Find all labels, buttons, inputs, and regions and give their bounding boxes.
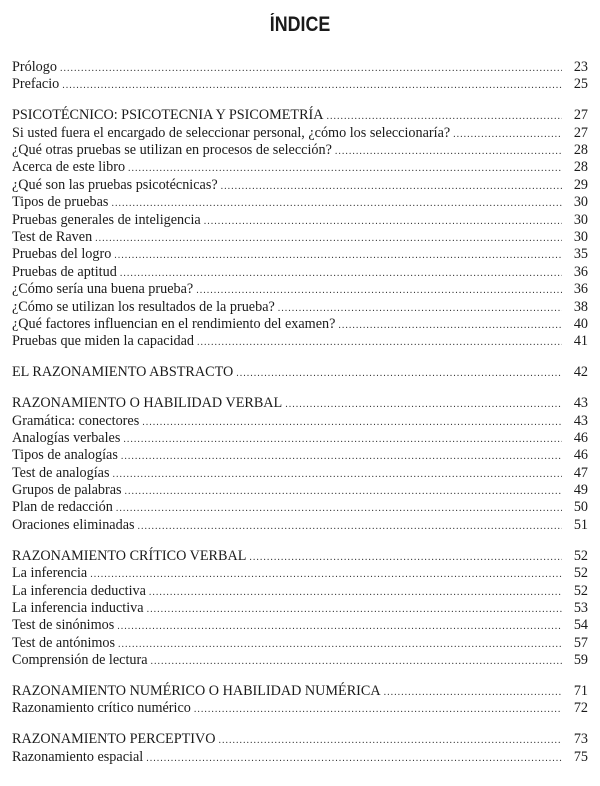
toc-entry-page: 35 — [573, 246, 588, 263]
toc-entry — [12, 499, 588, 516]
toc-entry-title: Pruebas de aptitud — [12, 263, 117, 280]
toc-entry — [12, 212, 588, 229]
toc-entry — [12, 447, 588, 464]
dot-leader — [95, 230, 562, 247]
toc-entry-page: 54 — [573, 617, 588, 634]
toc-entry — [12, 517, 588, 534]
toc-entry-title: RAZONAMIENTO O HABILIDAD VERBAL — [12, 395, 283, 412]
toc-entry — [12, 635, 588, 652]
dot-leader — [249, 549, 562, 566]
page-title: ÍNDICE — [269, 13, 331, 36]
toc-entry-page: 52 — [573, 582, 588, 599]
dot-leader — [197, 334, 562, 351]
toc-entry-page: 43 — [573, 395, 588, 412]
dot-leader — [117, 618, 562, 635]
dot-leader — [138, 518, 562, 535]
toc-entry-page: 46 — [573, 447, 588, 464]
toc-entry — [12, 316, 588, 333]
toc-entry-title: Acerca de este libro — [12, 159, 126, 176]
dot-leader — [120, 265, 562, 282]
toc-entry-title: La inferencia inductiva — [12, 599, 144, 616]
toc-entry-page: 27 — [573, 107, 588, 124]
toc-entry — [12, 281, 588, 298]
toc-entry-title: PSICOTÉCNICO: PSICOTECNIA Y PSICOMETRÍA — [12, 107, 324, 124]
toc-section — [12, 395, 588, 534]
toc-entry-title: Test de sinónimos — [12, 617, 115, 634]
toc-entry — [12, 299, 588, 316]
toc-entry — [12, 59, 588, 76]
toc-entry-title: Tipos de pruebas — [12, 194, 109, 211]
toc-entry-title: Pruebas que miden la capacidad — [12, 333, 194, 350]
dot-leader — [90, 566, 562, 583]
toc-entry-title: RAZONAMIENTO CRÍTICO VERBAL — [12, 547, 247, 564]
toc-entry-page: 73 — [573, 731, 588, 748]
toc-entry — [12, 264, 588, 281]
toc-entry-page: 46 — [573, 429, 588, 446]
toc-entry — [12, 159, 588, 176]
toc-entry — [12, 395, 588, 412]
dot-leader — [453, 126, 562, 143]
toc-entry — [12, 125, 588, 142]
toc-entry-title: EL RAZONAMIENTO ABSTRACTO — [12, 364, 234, 381]
dot-leader — [221, 178, 562, 195]
toc-entry — [12, 731, 588, 748]
toc-entry-page: 27 — [573, 124, 588, 141]
toc-entry-page: 25 — [573, 76, 588, 93]
toc-entry-page: 38 — [573, 298, 588, 315]
dot-leader — [121, 448, 562, 465]
dot-leader — [335, 143, 562, 160]
toc-entry-title: ¿Qué factores influencian en el rendimiento del examen? — [12, 315, 336, 332]
toc-entry — [12, 465, 588, 482]
table-of-contents — [12, 59, 588, 780]
toc-entry-title: ¿Cómo se utilizan los resultados de la prueba? — [12, 298, 275, 315]
toc-entry-page: 28 — [573, 142, 588, 159]
toc-entry-title: Prefacio — [12, 76, 60, 93]
toc-entry-page: 40 — [573, 315, 588, 332]
toc-entry — [12, 194, 588, 211]
toc-entry — [12, 583, 588, 600]
toc-entry-title: Tipos de analogías — [12, 447, 118, 464]
toc-section — [12, 731, 588, 766]
toc-entry-title: Test de analogías — [12, 464, 110, 481]
toc-section — [12, 59, 588, 94]
dot-leader — [118, 636, 562, 653]
toc-entry — [12, 683, 588, 700]
toc-entry-title: ¿Cómo sería una buena prueba? — [12, 281, 194, 298]
toc-entry-page: 75 — [573, 748, 588, 765]
toc-entry — [12, 177, 588, 194]
toc-entry-page: 29 — [573, 176, 588, 193]
toc-entry-title: Plan de redacción — [12, 499, 113, 516]
toc-entry — [12, 364, 588, 381]
dot-leader — [128, 160, 562, 177]
toc-entry-title: Prólogo — [12, 59, 57, 75]
toc-entry-page: 72 — [573, 700, 588, 717]
toc-entry-title: RAZONAMIENTO NUMÉRICO O HABILIDAD NUMÉRICA — [12, 683, 381, 699]
toc-section — [12, 107, 588, 350]
toc-entry-title: Razonamiento espacial — [12, 748, 144, 765]
toc-entry — [12, 548, 588, 565]
toc-entry-page: 36 — [573, 263, 588, 280]
toc-entry — [12, 333, 588, 350]
dot-leader — [285, 396, 562, 413]
dot-leader — [62, 77, 562, 94]
toc-entry — [12, 600, 588, 617]
toc-entry — [12, 246, 588, 263]
toc-entry — [12, 749, 588, 766]
toc-entry-page: 28 — [573, 159, 588, 176]
toc-entry-title: Pruebas del logro — [12, 246, 112, 263]
dot-leader — [196, 282, 562, 299]
toc-entry-page: 41 — [573, 333, 588, 350]
toc-entry-title: Comprensión de lectura — [12, 652, 148, 669]
dot-leader — [114, 247, 562, 264]
toc-entry — [12, 76, 588, 93]
toc-entry-page: 71 — [573, 683, 588, 699]
toc-entry-page: 53 — [573, 599, 588, 616]
toc-entry-title: Pruebas generales de inteligencia — [12, 211, 201, 228]
toc-entry-title: Grupos de palabras — [12, 482, 122, 499]
toc-entry — [12, 652, 588, 669]
dot-leader — [194, 701, 562, 718]
dot-leader — [149, 584, 562, 601]
toc-entry-page: 49 — [573, 482, 588, 499]
dot-leader — [327, 108, 563, 125]
dot-leader — [204, 213, 562, 230]
toc-entry-page: 51 — [573, 516, 588, 533]
dot-leader — [111, 195, 562, 212]
toc-entry — [12, 142, 588, 159]
dot-leader — [123, 431, 562, 448]
dot-leader — [146, 750, 562, 767]
toc-entry-title: La inferencia — [12, 565, 88, 582]
dot-leader — [338, 317, 562, 334]
toc-entry-page: 57 — [573, 634, 588, 651]
toc-entry-title: Test de Raven — [12, 229, 93, 246]
toc-entry-page: 30 — [573, 194, 588, 211]
toc-section — [12, 548, 588, 670]
toc-entry-title: Test de antónimos — [12, 634, 116, 651]
toc-entry — [12, 617, 588, 634]
dot-leader — [113, 466, 563, 483]
toc-entry-page: 47 — [573, 464, 588, 481]
toc-entry — [12, 229, 588, 246]
toc-entry-title: RAZONAMIENTO PERCEPTIVO — [12, 731, 216, 748]
toc-entry — [12, 413, 588, 430]
toc-entry-page: 59 — [573, 652, 588, 669]
toc-entry — [12, 482, 588, 499]
toc-entry-title: ¿Qué otras pruebas se utilizan en procesos de selección? — [12, 142, 332, 159]
toc-entry-page: 52 — [573, 547, 588, 564]
toc-entry-title: Gramática: conectores — [12, 412, 140, 429]
toc-entry-title: Analogías verbales — [12, 429, 121, 446]
toc-entry — [12, 565, 588, 582]
dot-leader — [151, 653, 562, 670]
toc-entry-page: 30 — [573, 211, 588, 228]
toc-section — [12, 683, 588, 718]
dot-leader — [60, 60, 562, 77]
toc-entry-page: 23 — [573, 59, 588, 75]
toc-entry-page: 30 — [573, 229, 588, 246]
dot-leader — [142, 414, 562, 431]
toc-entry — [12, 430, 588, 447]
toc-entry-page: 43 — [573, 412, 588, 429]
toc-section — [12, 364, 588, 381]
dot-leader — [116, 500, 562, 517]
toc-entry-title: La inferencia deductiva — [12, 582, 146, 599]
dot-leader — [219, 732, 563, 749]
toc-entry — [12, 107, 588, 124]
toc-entry-page: 52 — [573, 565, 588, 582]
dot-leader — [236, 365, 562, 382]
dot-leader — [384, 684, 562, 701]
toc-entry-title: ¿Qué son las pruebas psicotécnicas? — [12, 176, 218, 193]
toc-entry-title: Razonamiento crítico numérico — [12, 700, 191, 717]
toc-entry-page: 42 — [573, 364, 588, 381]
toc-entry-page: 36 — [573, 281, 588, 298]
dot-leader — [125, 483, 562, 500]
dot-leader — [147, 601, 562, 618]
toc-entry — [12, 700, 588, 717]
toc-entry-title: Si usted fuera el encargado de seleccionar personal, ¿cómo los seleccionaría? — [12, 124, 451, 141]
toc-entry-title: Oraciones eliminadas — [12, 516, 135, 533]
toc-entry-page: 50 — [573, 499, 588, 516]
dot-leader — [278, 300, 562, 317]
